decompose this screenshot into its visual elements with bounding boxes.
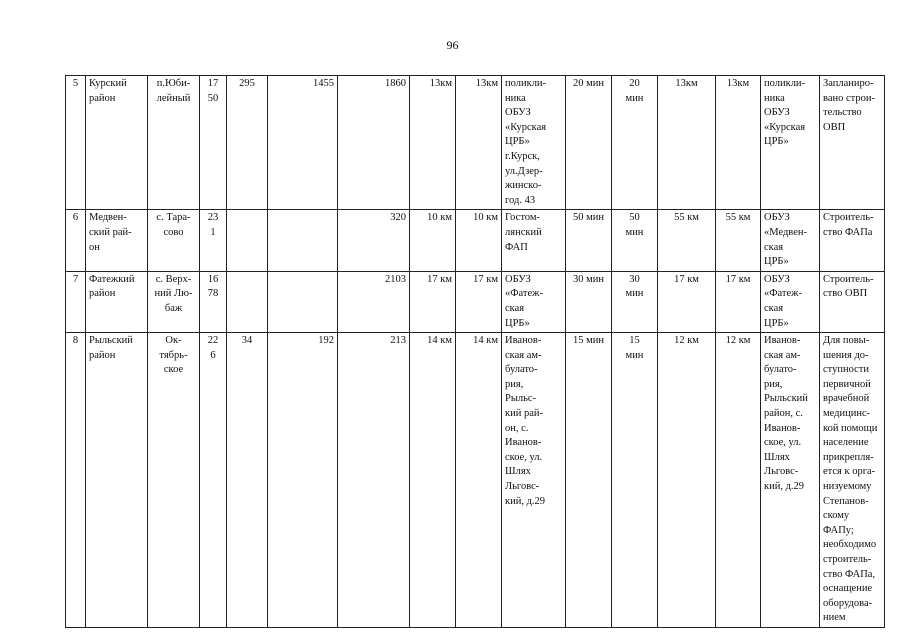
col15-cell xyxy=(761,76,820,210)
col9-cell xyxy=(456,271,502,332)
cell-text: 34 xyxy=(241,335,253,347)
row-number xyxy=(66,333,86,628)
district-cell xyxy=(86,210,148,271)
cell-text: 6 xyxy=(72,212,79,224)
col11-cell xyxy=(566,271,612,332)
cell-text: 7 xyxy=(72,273,79,285)
col5-cell xyxy=(227,333,268,628)
col16-cell xyxy=(820,333,885,628)
table-row xyxy=(66,271,885,332)
cell-text: 13км xyxy=(726,78,750,89)
cell-text: 14 км xyxy=(473,335,498,347)
col13-cell xyxy=(658,271,716,332)
col10-cell xyxy=(502,333,566,628)
col5-cell xyxy=(227,271,268,332)
cell-text: ОБУЗ «Фатеж- ская ЦРБ» xyxy=(505,273,543,329)
col6-cell xyxy=(268,210,338,271)
col5-cell xyxy=(227,76,268,210)
cell-text: 17 50 xyxy=(207,78,219,104)
district-cell xyxy=(86,271,148,332)
col14-cell xyxy=(716,76,761,210)
col12-cell xyxy=(612,210,658,271)
cell-text: 1860 xyxy=(385,78,406,89)
col7-cell xyxy=(338,333,410,628)
col13-cell xyxy=(658,210,716,271)
col9-cell xyxy=(456,210,502,271)
cell-text: Для повы- шения до- ступности первичной врачебной медицинс- кой помощи население прикрепля- ется к орга- низуемому Степанов- скому ФАПу; необходимо строитель- ство ФАПа, оснащение оборудова- нием xyxy=(823,335,878,624)
cell-text: поликли- ника ОБУЗ «Курская ЦРБ» xyxy=(764,78,806,148)
cell-text: 5 xyxy=(72,78,79,89)
col11-cell xyxy=(566,76,612,210)
cell-text: 192 xyxy=(318,335,334,347)
table-row xyxy=(66,210,885,271)
col7-cell xyxy=(338,271,410,332)
cell-text: 30 мин xyxy=(572,273,604,285)
col16-cell xyxy=(820,210,885,271)
cell-text: 55 км xyxy=(674,212,699,224)
col4-cell xyxy=(200,210,227,271)
cell-text: Медвен- ский рай- он xyxy=(89,212,132,253)
row-number xyxy=(66,271,86,332)
district-cell xyxy=(86,76,148,210)
settlement-cell xyxy=(148,333,200,628)
cell-text: ОБУЗ «Медвен- ская ЦРБ» xyxy=(764,212,807,268)
col11-cell xyxy=(566,333,612,628)
cell-text: 50 мин xyxy=(625,212,644,238)
cell-text: 20 мин xyxy=(625,78,644,104)
col15-cell xyxy=(761,210,820,271)
cell-text: 17 км xyxy=(473,273,498,285)
col8-cell xyxy=(410,271,456,332)
col9-cell xyxy=(456,333,502,628)
cell-text: 295 xyxy=(239,78,255,89)
cell-text: с. Тара- сово xyxy=(156,212,191,238)
cell-text: 1455 xyxy=(313,78,334,89)
col12-cell xyxy=(612,271,658,332)
col10-cell xyxy=(502,271,566,332)
cell-text: Запланиро- вано строи- тельство ОВП xyxy=(823,78,875,133)
cell-text: п.Юби- лейный xyxy=(156,78,191,104)
cell-text: Иванов- ская ам- булато- рия, Рыльс- кий рай- он, с. Иванов- ское, ул. Шлях Льговс- кий, д.29 xyxy=(505,335,546,507)
cell-text: Фатежкий район xyxy=(89,273,135,300)
col4-cell xyxy=(200,333,227,628)
col6-cell xyxy=(268,333,338,628)
col13-cell xyxy=(658,76,716,210)
col6-cell xyxy=(268,271,338,332)
cell-text: Курский район xyxy=(89,78,127,104)
col10-cell xyxy=(502,210,566,271)
col7-cell xyxy=(338,76,410,210)
col16-cell xyxy=(820,76,885,210)
cell-text: 16 78 xyxy=(207,273,219,300)
col14-cell xyxy=(716,210,761,271)
cell-text: с. Верх- ний Лю- баж xyxy=(154,273,193,314)
row-number xyxy=(66,210,86,271)
col15-cell xyxy=(761,271,820,332)
cell-text: 17 км xyxy=(427,273,452,285)
col4-cell xyxy=(200,76,227,210)
col15-cell xyxy=(761,333,820,628)
col4-cell xyxy=(200,271,227,332)
settlement-cell xyxy=(148,76,200,210)
cell-text: Рыльский район xyxy=(89,335,133,361)
cell-text: поликли- ника ОБУЗ «Курская ЦРБ» г.Курск, ул.Дзер- жинско- год. 43 xyxy=(505,78,547,206)
cell-text: 10 км xyxy=(427,212,452,224)
cell-text: 30 мин xyxy=(625,273,644,300)
page-number: 96 xyxy=(446,38,459,52)
col8-cell xyxy=(410,333,456,628)
col12-cell xyxy=(612,333,658,628)
col5-cell xyxy=(227,210,268,271)
table-row xyxy=(66,333,885,628)
col12-cell xyxy=(612,76,658,210)
col16-cell xyxy=(820,271,885,332)
cell-text: 8 xyxy=(72,335,79,347)
col9-cell xyxy=(456,76,502,210)
col14-cell xyxy=(716,271,761,332)
col8-cell xyxy=(410,210,456,271)
cell-text: 50 мин xyxy=(572,212,604,224)
district-cell xyxy=(86,333,148,628)
cell-text: 15 мин xyxy=(572,335,604,347)
col11-cell xyxy=(566,210,612,271)
cell-text: 14 км xyxy=(427,335,452,347)
cell-text: 20 мин xyxy=(572,78,604,89)
cell-text: 13км xyxy=(675,78,698,89)
settlement-cell xyxy=(148,271,200,332)
cell-text: 13км xyxy=(429,78,452,89)
cell-text: 17 км xyxy=(725,273,751,285)
cell-text: 12 км xyxy=(725,335,751,347)
col6-cell xyxy=(268,76,338,210)
settlement-cell xyxy=(148,210,200,271)
cell-text: Строитель- ство ФАПа xyxy=(823,212,874,238)
cell-text: Строитель- ство ОВП xyxy=(823,273,874,300)
col7-cell xyxy=(338,210,410,271)
cell-text: Иванов- ская ам- булато- рия, Рыльский район, с. Иванов- ское, ул. Шлях Льговс- кий, д.29 xyxy=(764,335,808,493)
cell-text: ОБУЗ «Фатеж- ская ЦРБ» xyxy=(764,273,802,329)
cell-text: 15 мин xyxy=(625,335,644,361)
settlements-table xyxy=(65,75,885,628)
cell-text: 22 6 xyxy=(207,335,219,361)
col14-cell xyxy=(716,333,761,628)
col13-cell xyxy=(658,333,716,628)
cell-text: 17 км xyxy=(674,273,699,285)
cell-text: 10 км xyxy=(473,212,498,224)
cell-text: 2103 xyxy=(385,273,406,285)
cell-text: 213 xyxy=(390,335,406,347)
row-number xyxy=(66,76,86,210)
cell-text: 55 км xyxy=(725,212,751,224)
cell-text: 13км xyxy=(475,78,498,89)
cell-text: 320 xyxy=(390,212,406,224)
col10-cell xyxy=(502,76,566,210)
cell-text: 12 км xyxy=(674,335,699,347)
col8-cell xyxy=(410,76,456,210)
cell-text: 23 1 xyxy=(207,212,219,238)
table-row xyxy=(66,76,885,210)
cell-text: Ок- тябрь- ское xyxy=(159,335,188,376)
cell-text: Гостом- лянский ФАП xyxy=(505,212,542,253)
